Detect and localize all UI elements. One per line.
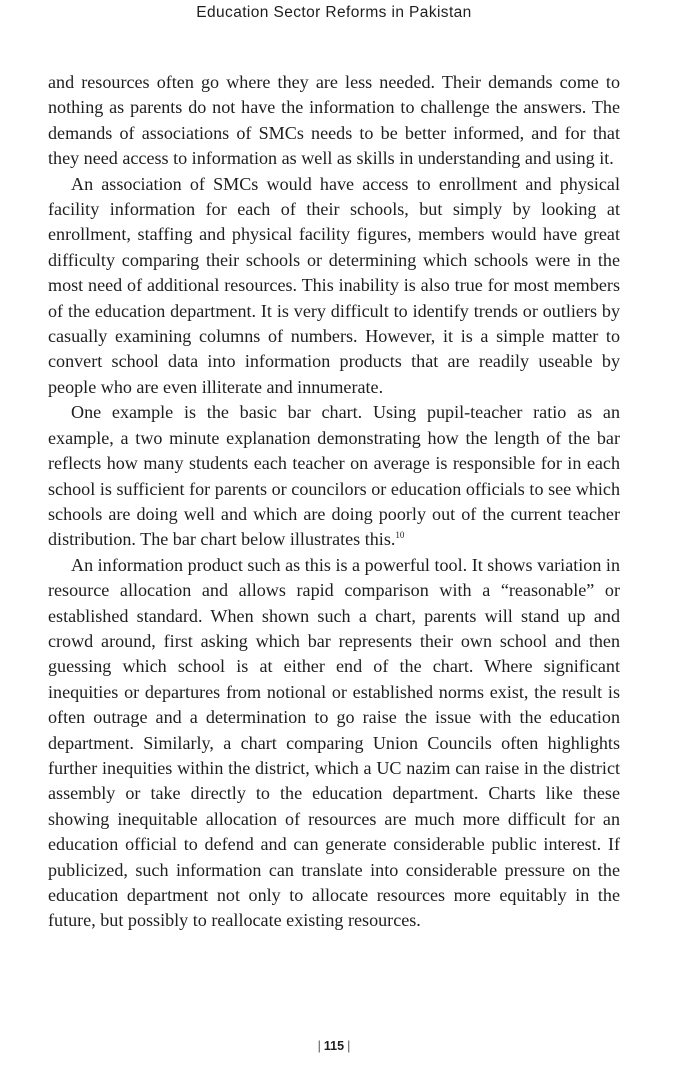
paragraph-4-text: An information product such as this is a powerful tool. It shows variation in resource allocation and allows rapid comparison with a “reasonable” or established standard. When shown such a chart, parents will stand up and crowd around, first asking which bar represents their own school and then guessing which school is at either end of the chart. Where significant inequities or departures from notional or established norms exist, the result is often outrage and a determination to go raise the issue with the education department. Similarly, a chart comparing Union Councils often highlights further inequities within the district, which a UC nazim can raise in the district assembly or take directly to the education department. Charts like these showing inequitable allocation of resources are much more difficult for an education official to defend and can generate considerable public interest. If publicized, such information can translate into considerable pressure on the education department not only to allocate resources more equitably in the future, but possibly to reallocate existing resources. <box>48 554 620 931</box>
paragraph-3-text: One example is the basic bar chart. Using pupil-teacher ratio as an example, a two minute explanation demonstrating how the length of the bar reflects how many students each teacher on average is responsible for in each school is sufficient for parents or councilors or education officials to see which schools are doing well and which are doing poorly out of the current teacher distribution. The bar chart below illustrates this. <box>48 402 620 550</box>
page-number-separator-left: | <box>317 1039 321 1053</box>
page-number-separator-right: | <box>347 1039 351 1053</box>
paragraph-3 <box>48 400 620 552</box>
page-number: 115 <box>323 1039 345 1053</box>
paragraph-4 <box>48 553 620 934</box>
paragraph-2-text: An association of SMCs would have access to enrollment and physical facility information for each of their schools, but simply by looking at enrollment, staffing and physical facility figures, members would have great difficulty comparing their schools or determining which schools were in the most need of additional resources. This inability is also true for most members of the education department. It is very difficult to identify trends or outliers by casually examining columns of numbers. However, it is a simple matter to convert school data into information products that are readily useable by people who are even illiterate and innumerate. <box>48 173 620 397</box>
page-number-footer <box>0 1039 668 1053</box>
paragraph-1 <box>48 70 620 172</box>
running-head: Education Sector Reforms in Pakistan <box>196 4 472 21</box>
footnote-reference[interactable]: 10 <box>395 530 405 541</box>
paragraph-1-text: and resources often go where they are less needed. Their demands come to nothing as parents do not have the information to challenge the answers. The demands of associations of SMCs needs to be better informed, and for that they need access to information as well as skills in understanding and using it. <box>48 72 620 169</box>
paragraph-2 <box>48 172 620 401</box>
body-text <box>48 70 620 934</box>
